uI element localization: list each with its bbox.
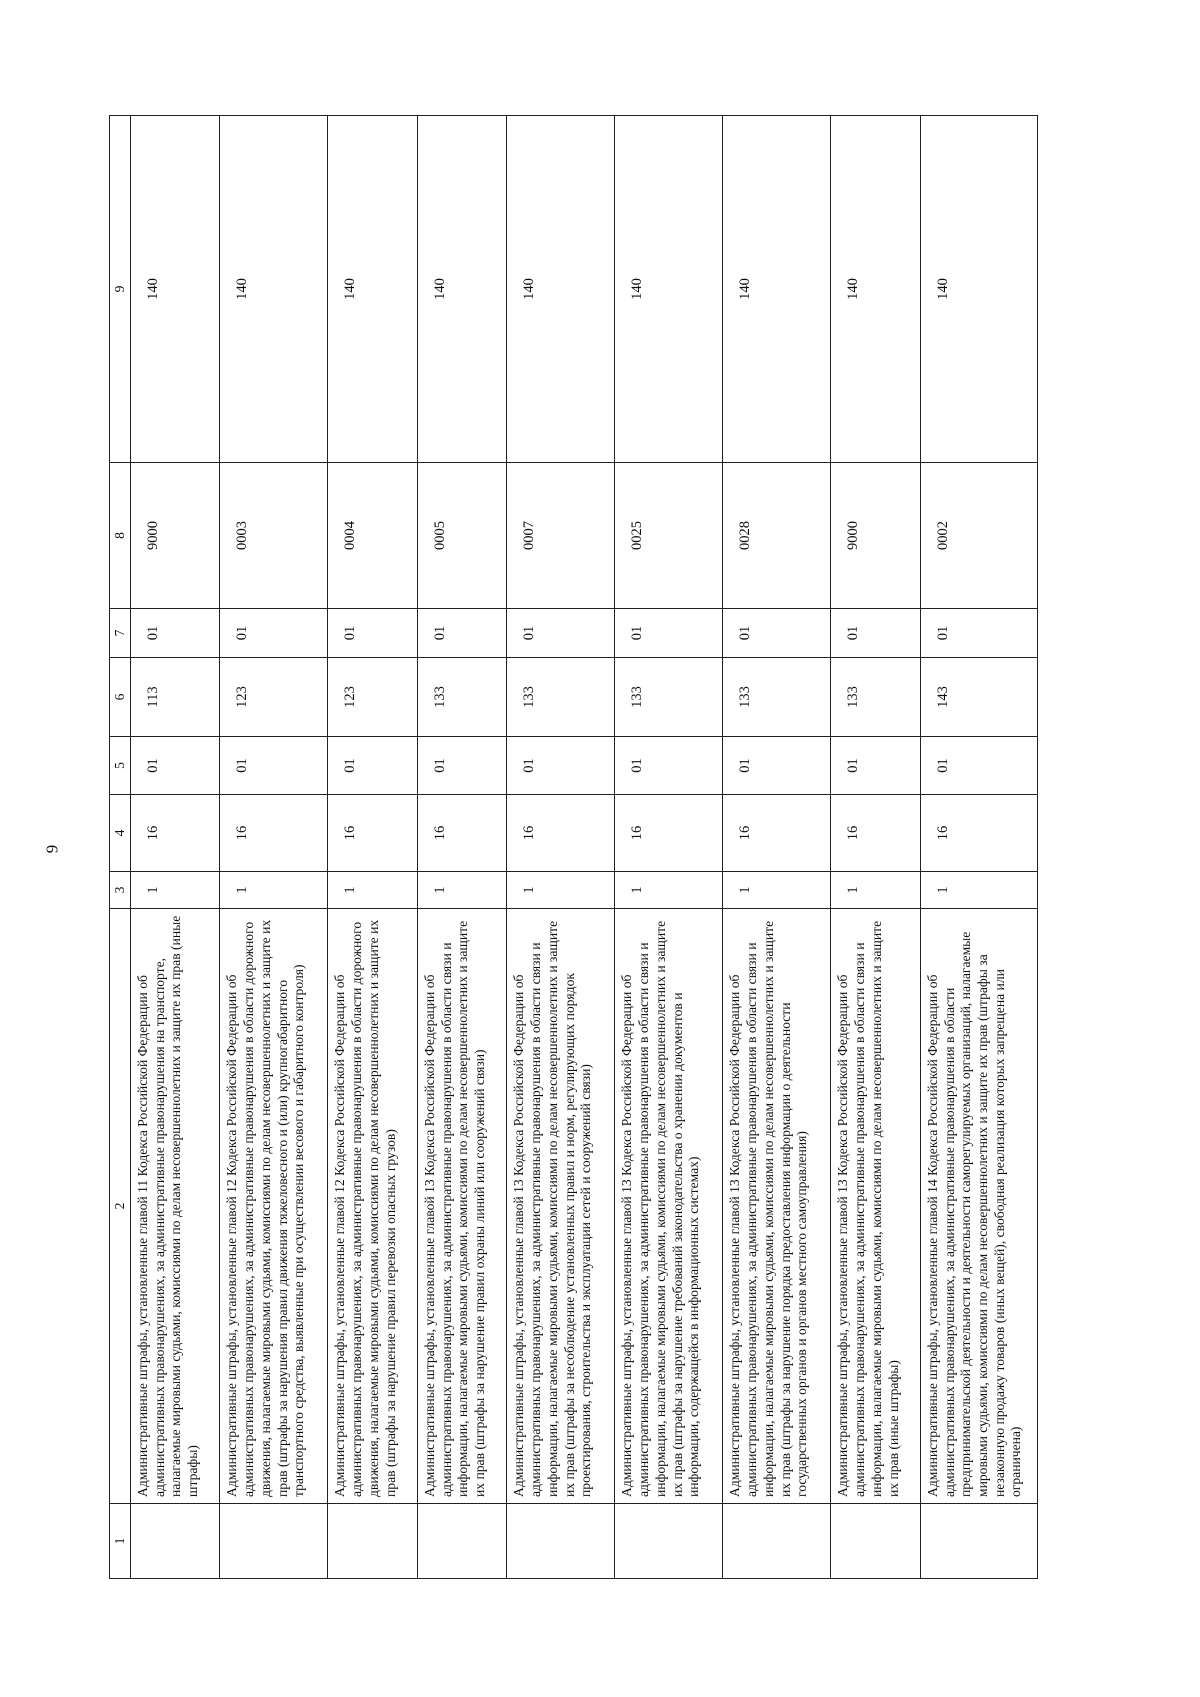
- row-cell-c4: 16: [615, 795, 723, 872]
- row-cell-c4: 16: [328, 795, 417, 872]
- column-header-7: 7: [110, 609, 131, 658]
- row-cell-c9: 140: [615, 116, 723, 463]
- row-cell-c7: 01: [220, 609, 328, 658]
- row-cell-c6: 123: [328, 658, 417, 737]
- row-cell-c9: 140: [723, 116, 831, 463]
- row-cell-c9: 140: [131, 116, 220, 463]
- row-cell-c7: 01: [131, 609, 220, 658]
- row-cell-c8: 9000: [131, 463, 220, 609]
- row-cell-c3: 1: [417, 872, 506, 909]
- row-cell-c1: [417, 1504, 506, 1579]
- row-cell-c8: 0028: [723, 463, 831, 609]
- row-cell-c6: 123: [220, 658, 328, 737]
- row-cell-c3: 1: [723, 872, 831, 909]
- row-cell-c1: [723, 1504, 831, 1579]
- column-header-2: 2: [110, 909, 131, 1504]
- row-description: Административные штрафы, установленные главой 13 Кодекса Российской Федерации об административных правонарушениях, за административные правонарушения в области связи и информации, налагаемые мировыми судьями, комиссиями по делам несовершеннолетних и защите их прав (штрафы за несоблюдение установленных правил и норм, регулирующих порядок проектирования, строительства и эксплуатации сетей и сооружений связи): [507, 909, 615, 1504]
- column-header-8: 8: [110, 463, 131, 609]
- column-header-6: 6: [110, 658, 131, 737]
- row-cell-c8: 0007: [507, 463, 615, 609]
- table-row: [920, 116, 1037, 1579]
- row-cell-c7: 01: [417, 609, 506, 658]
- column-header-3: 3: [110, 872, 131, 909]
- table-row: [831, 116, 920, 1579]
- row-cell-c4: 16: [507, 795, 615, 872]
- row-description: Административные штрафы, установленные главой 13 Кодекса Российской Федерации об административных правонарушениях, за административные правонарушения в области связи и информации, налагаемые мировыми судьями, комиссиями по делам несовершеннолетних и защите их прав (штрафы за нарушение порядка предоставления информации о деятельности государственных органов и органов местного самоуправления): [723, 909, 831, 1504]
- row-cell-c3: 1: [328, 872, 417, 909]
- row-cell-c8: 0003: [220, 463, 328, 609]
- table-row: [220, 116, 328, 1579]
- column-header-5: 5: [110, 737, 131, 795]
- row-cell-c5: 01: [328, 737, 417, 795]
- row-cell-c1: [615, 1504, 723, 1579]
- row-cell-c6: 113: [131, 658, 220, 737]
- column-header-4: 4: [110, 795, 131, 872]
- row-cell-c8: 0002: [920, 463, 1037, 609]
- row-cell-c4: 16: [920, 795, 1037, 872]
- header-row: [110, 116, 131, 1579]
- row-description: Административные штрафы, установленные главой 13 Кодекса Российской Федерации об административных правонарушениях, за административные правонарушения в области связи и информации, налагаемые мировыми судьями, комиссиями по делам несовершеннолетних и защите их прав (штрафы за нарушение правил охраны линий или сооружений связи): [417, 909, 506, 1504]
- row-cell-c4: 16: [417, 795, 506, 872]
- row-cell-c9: 140: [831, 116, 920, 463]
- table-row: [328, 116, 417, 1579]
- row-cell-c3: 1: [507, 872, 615, 909]
- row-cell-c3: 1: [920, 872, 1037, 909]
- row-cell-c1: [220, 1504, 328, 1579]
- row-cell-c9: 140: [417, 116, 506, 463]
- row-cell-c1: [831, 1504, 920, 1579]
- row-cell-c4: 16: [131, 795, 220, 872]
- row-cell-c4: 16: [220, 795, 328, 872]
- row-cell-c1: [507, 1504, 615, 1579]
- row-cell-c1: [920, 1504, 1037, 1579]
- row-cell-c5: 01: [220, 737, 328, 795]
- row-cell-c5: 01: [831, 737, 920, 795]
- row-cell-c4: 16: [723, 795, 831, 872]
- table-row: [615, 116, 723, 1579]
- row-cell-c1: [328, 1504, 417, 1579]
- row-cell-c5: 01: [920, 737, 1037, 795]
- row-cell-c7: 01: [920, 609, 1037, 658]
- row-description: Административные штрафы, установленные главой 14 Кодекса Российской Федерации об административных правонарушениях, за административные правонарушения в области предпринимательской деятельности и деятельности саморегулируемых организаций, налагаемые мировыми судьями, комиссиями по делам несовершеннолетних и защите их прав (штрафы за незаконную продажу товаров (иных вещей), свободная реализация которых запрещена или ограничена): [920, 909, 1037, 1504]
- row-cell-c6: 133: [417, 658, 506, 737]
- row-cell-c5: 01: [131, 737, 220, 795]
- row-description: Административные штрафы, установленные главой 13 Кодекса Российской Федерации об административных правонарушениях, за административные правонарушения в области связи и информации, налагаемые мировыми судьями, комиссиями по делам несовершеннолетних и защите их прав (иные штрафы): [831, 909, 920, 1504]
- row-cell-c3: 1: [615, 872, 723, 909]
- row-cell-c1: [131, 1504, 220, 1579]
- row-cell-c8: 0025: [615, 463, 723, 609]
- row-cell-c6: 143: [920, 658, 1037, 737]
- table-row: [507, 116, 615, 1579]
- column-header-1: 1: [110, 1504, 131, 1579]
- row-cell-c6: 133: [831, 658, 920, 737]
- row-description: Административные штрафы, установленные главой 13 Кодекса Российской Федерации об административных правонарушениях, за административные правонарушения в области связи и информации, налагаемые мировыми судьями, комиссиями по делам несовершеннолетних и защите их прав (штрафы за нарушение требований законодательства о хранении документов и информации, содержащейся в информационных системах): [615, 909, 723, 1504]
- row-cell-c3: 1: [831, 872, 920, 909]
- row-cell-c8: 9000: [831, 463, 920, 609]
- row-cell-c7: 01: [615, 609, 723, 658]
- row-cell-c7: 01: [723, 609, 831, 658]
- row-description: Административные штрафы, установленные главой 11 Кодекса Российской Федерации об административных правонарушениях, за административные правонарушения на транспорте, налагаемые мировыми судьями, комиссиями по делам несовершеннолетних и защите их прав (иные штрафы): [131, 909, 220, 1504]
- row-cell-c6: 133: [615, 658, 723, 737]
- row-cell-c6: 133: [507, 658, 615, 737]
- row-cell-c8: 0004: [328, 463, 417, 609]
- table-row: [131, 116, 220, 1579]
- row-cell-c5: 01: [417, 737, 506, 795]
- row-cell-c3: 1: [220, 872, 328, 909]
- row-cell-c7: 01: [507, 609, 615, 658]
- row-cell-c9: 140: [220, 116, 328, 463]
- row-cell-c5: 01: [507, 737, 615, 795]
- column-header-9: 9: [110, 116, 131, 463]
- row-cell-c6: 133: [723, 658, 831, 737]
- row-cell-c5: 01: [615, 737, 723, 795]
- table-row: [417, 116, 506, 1579]
- row-cell-c5: 01: [723, 737, 831, 795]
- row-cell-c7: 01: [831, 609, 920, 658]
- row-description: Административные штрафы, установленные главой 12 Кодекса Российской Федерации об административных правонарушениях, за административные правонарушения в области дорожного движения, налагаемые мировыми судьями, комиссиями по делам несовершеннолетних и защите их прав (штрафы за нарушение правил перевозки опасных грузов): [328, 909, 417, 1504]
- row-cell-c7: 01: [328, 609, 417, 658]
- budget-classification-table: [109, 116, 1038, 1579]
- page-number: 9: [42, 844, 62, 854]
- row-description: Административные штрафы, установленные главой 12 Кодекса Российской Федерации об административных правонарушениях, за административные правонарушения в области дорожного движения, налагаемые мировыми судьями, комиссиями по делам несовершеннолетних и защите их прав (штрафы за нарушения правил движения тяжеловесного и (или) крупногабаритного транспортного средства, выявленные при осуществлении весового и габаритного контроля): [220, 909, 328, 1504]
- row-cell-c9: 140: [507, 116, 615, 463]
- row-cell-c9: 140: [328, 116, 417, 463]
- row-cell-c9: 140: [920, 116, 1037, 463]
- row-cell-c3: 1: [131, 872, 220, 909]
- row-cell-c8: 0005: [417, 463, 506, 609]
- row-cell-c4: 16: [831, 795, 920, 872]
- table-row: [723, 116, 831, 1579]
